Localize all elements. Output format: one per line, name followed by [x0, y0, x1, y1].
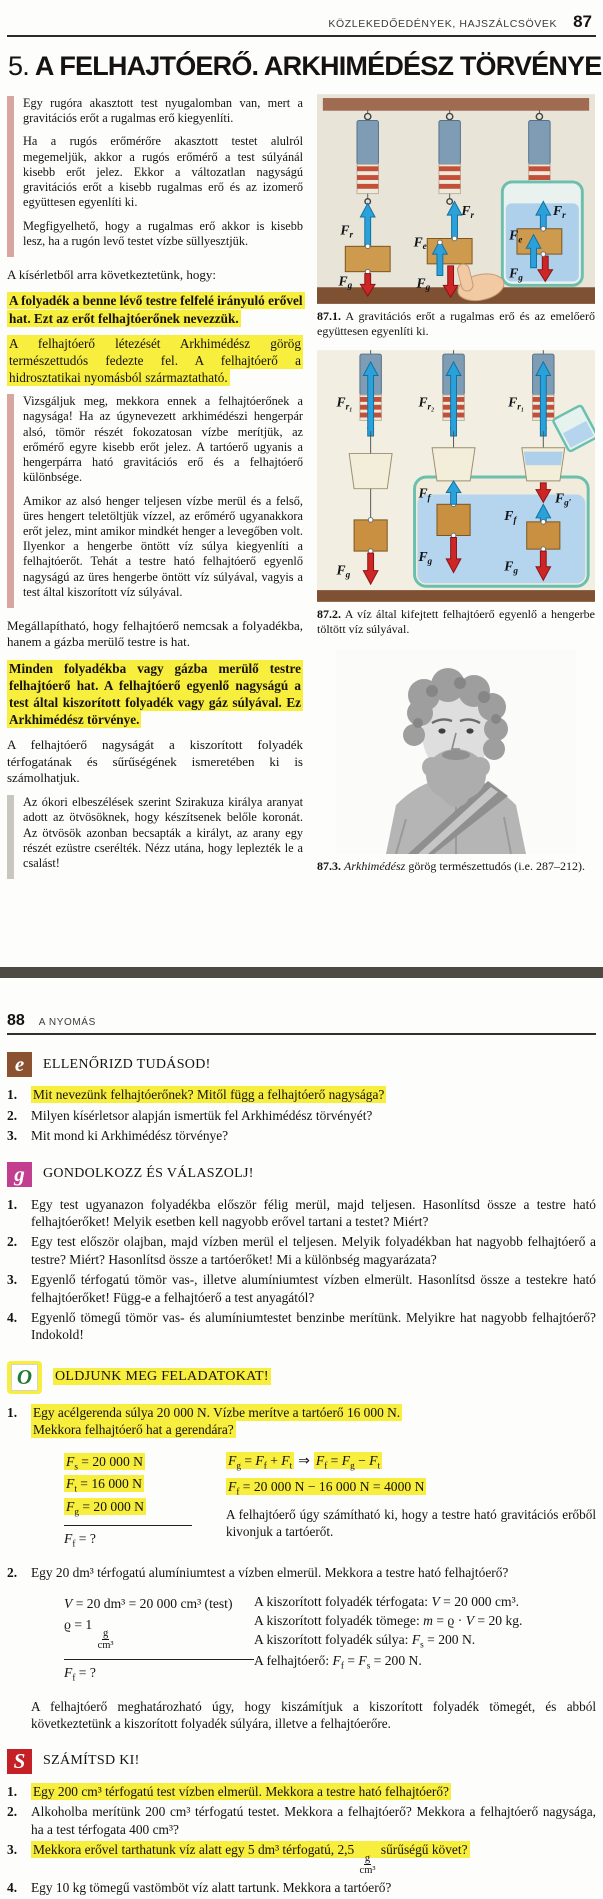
list-item [7, 1841, 596, 1876]
experiment-paragraph: Amikor az alsó henger teljesen vízbe merül és a felső, üres hengert teletöltjük vízzel, az erőmérő ugyanakkora erőt jelez, mint amikor mindkét henger a levegőben volt. Ilyenkor a hengerbe öntött víz súlya kiegyenlíti a felhajtóerőt. Tehát a testre ható felhajtóerő egyenlő nagyságú az üres hengerbe öntött víz súlyával, vagyis a test által kiszorított víz súlyával. [23, 493, 303, 599]
highlight-text: Mit nevezünk felhajtóerőnek? Mitől függ a felhajtóerő nagysága? [33, 1087, 385, 1103]
problem-statement [7, 1404, 596, 1439]
item-text: Alkoholba merítünk 200 cm³ térfogatú testet. Mekkora a felhajtóerő? Mekkora a felhajtóerő nagysága, ha a test térfogata 400 cm³? [31, 1804, 596, 1837]
item-text: Egy test ugyanazon folyadékba először félig merül, majd teljesen. Hasonlítsd össze a testre ható felhajtóerőket! Melyik esetben kell nagyobb erővel tartani a testet? Miért? [31, 1196, 596, 1229]
list-item [7, 1879, 596, 1896]
figure-87-1 [317, 94, 595, 338]
experiment-text [23, 96, 303, 257]
item-text: Egy test először olajban, majd vízben merül el teljesen. Melyik folyadékban hat nagyobb felhajtóerő a testre? Miért? Hasonlítsd össze a tartóerőket! Mi a különbség magyarázata? [31, 1234, 596, 1267]
conclusion-intro: A kísérletből arra következtetünk, hogy: [7, 267, 217, 283]
experiment-block-1 [7, 96, 303, 257]
highlight-text: Minden folyadékba vagy gázba merülő testre felhajtóerő hat. A felhajtóerő egyenlő nagyságú a test által kiszorított folyadék vagy gáz súlyával. Ez Arkhimédész törvénye. [9, 660, 301, 728]
force-label: $F_g$ [509, 265, 523, 284]
solution-line: A kiszorított folyadék tömege: m = ϱ · V = 20 kg. [254, 1613, 523, 1629]
figure-87-1-illustration [317, 94, 595, 304]
section-title [53, 1369, 271, 1385]
equation-row [226, 1479, 596, 1497]
given-row [64, 1596, 254, 1612]
highlight-text: Mekkora erővel tarthatunk víz alatt egy 5 dm³ térfogatú, 2,5 $\frac{g}{\text{cm³}}$ sűrűségű követ? [33, 1842, 468, 1876]
caption-text: görög természettudós (i.e. 287–212). [408, 858, 585, 873]
problem-question: Egy 20 dm³ térfogatú alumíniumtest a vízben elmerül. Mekkora a testre ható felhajtóerő? [31, 1564, 509, 1580]
solid-cylinder [437, 505, 470, 536]
force-label: $F_g$ [336, 562, 351, 581]
given-row [64, 1454, 226, 1472]
item-number: 2. [7, 1564, 18, 1580]
force-label: $F_g$ [338, 273, 353, 292]
figure-87-2 [317, 350, 595, 636]
equation: $F_g = F_f + F_t$ [228, 1452, 293, 1471]
given-row [64, 1499, 226, 1517]
spring-scale [439, 110, 460, 204]
highlight-text: A folyadék a benne lévő testre felfelé irányuló erővel hat. Ezt az erőt felhajtóerőnek nevezzük. [9, 293, 303, 326]
experiment-sidebar [7, 394, 14, 608]
list-item [7, 1196, 596, 1231]
question-line [31, 1404, 596, 1421]
experiment-paragraph: Vizsgáljuk meg, mekkora ennek a felhajtóerőnek a nagysága! Ha az úgynevezett arkhimédészi hengerpár alsó, tömör részét fokozatosan vízbe merítjük, az erőmérő egyre kisebb erőt jelez. A tartóerő ugyanis a hengerpárra ható gravitációs erő és a felhajtóerő különbsége. [23, 394, 303, 485]
archimedes-portrait [336, 649, 576, 854]
section-title: ELLENŐRIZD TUDÁSOD! [43, 1056, 211, 1072]
figure-87-2-caption [317, 607, 595, 636]
force-label: $F_g$ [418, 549, 433, 568]
calculate-section-icon: S [7, 1749, 32, 1774]
to-find-divider [64, 1525, 192, 1526]
poured-water [524, 452, 563, 466]
item-number: 4. [7, 1310, 18, 1326]
list-item [7, 1783, 596, 1800]
solution-column [254, 1591, 596, 1688]
item-number: 4. [7, 1880, 18, 1895]
section-check-knowledge [7, 1052, 596, 1077]
lesson-number: 5. [8, 51, 29, 81]
solid-cylinder [354, 520, 387, 551]
lesson-title: A FELHAJTÓERŐ. ARKHIMÉDÉSZ TÖRVÉNYE [34, 51, 602, 81]
given-formula: V = 20 dm³ = 20 000 cm³ (test) [64, 1596, 233, 1612]
highlight-text: Egy acélgerenda súlya 20 000 N. Vízbe merítve a tartóerő 16 000 N. [33, 1404, 401, 1420]
item-text: Milyen kísérletsor alapján ismertük fel Arkhimédész törvényét? [31, 1107, 373, 1123]
story-paragraph: Az ókori elbeszélések szerint Szirakuza királya aranyat adott az ötvösöknek, hogy készítsenek belőle koronát. Az ötvösök azonban becsapták a királyt, az arany egy részét ezüstre cserélték. Nézz utána, hogy leplezték le a csalást! [23, 795, 303, 870]
item-number: 1. [7, 1404, 18, 1420]
item-number: 1. [7, 1196, 18, 1212]
page-88-header [7, 1012, 596, 1035]
block [517, 229, 562, 254]
ceiling-bar [323, 98, 589, 111]
list-item [7, 1233, 596, 1268]
chapter-title: KÖZLEKEDŐEDÉNYEK, HAJSZÁLCSÖVEK [328, 18, 558, 30]
given-row [64, 1476, 226, 1494]
statement-paragraph: Megállapítható, hogy felhajtóerő nemcsak a folyadékba, hanem a gázba merülő testre is hat. [7, 618, 303, 650]
figure-87-1-caption [317, 309, 595, 338]
item-text [31, 1086, 596, 1103]
given-formula: ϱ = 1 $\frac{g}{\text{cm³}}$ [64, 1617, 114, 1651]
block [345, 246, 390, 271]
given-formula: $F_s = 20$ 000 N [66, 1453, 143, 1472]
item-text [31, 1783, 596, 1800]
item-number: 2. [7, 1107, 18, 1123]
figure-87-2-illustration [317, 350, 595, 602]
experiment-paragraph: Egy rugóra akasztott test nyugalomban van, mert a gravitációs erőt a rugalmas erő kiegyenlíti. [23, 96, 303, 126]
experiment-paragraph: Megfigyelhető, hogy a rugalmas erő akkor is kisebb lesz, ha a rugón levő testet vízbe süllyesztjük. [23, 218, 303, 248]
problem-question [31, 1404, 596, 1439]
equation-result: $F_f = 20$ 000 N − 16 000 N = 4000 N [228, 1479, 425, 1498]
list-item [7, 1271, 596, 1306]
problem-2 [7, 1564, 596, 1732]
page-number: 88 [7, 1012, 25, 1030]
section-think-answer [7, 1162, 596, 1187]
think-section-icon: g [7, 1162, 32, 1187]
lesson-heading [8, 51, 602, 82]
highlighted-definition [7, 292, 303, 326]
solution-column [226, 1449, 596, 1554]
given-formula: $F_g = 20$ 000 N [66, 1499, 144, 1517]
given-values [64, 1449, 226, 1554]
solution-line: A kiszorított folyadék súlya: $F_s = 200$ N. [254, 1632, 476, 1650]
caption-number: 87.3. [317, 858, 341, 873]
equation: $F_f = F_g - F_t$ [315, 1452, 381, 1471]
empty-cylinder [432, 448, 475, 481]
section-solve-problems [7, 1361, 596, 1394]
section-title: GONDOLKOZZ ÉS VÁLASZOLJ! [43, 1166, 254, 1181]
problem-statement [7, 1564, 596, 1581]
page-gap [0, 978, 603, 1012]
mustache [442, 750, 470, 760]
problem-work [64, 1591, 596, 1688]
unknown-formula: $F_f$ = ? [64, 1664, 96, 1683]
solution-explanation: A felhajtóerő úgy számítható ki, hogy a testre ható gravitációs erőből kivonjuk a tartóerőt. [226, 1507, 596, 1540]
page-87-header [7, 0, 596, 37]
implies-symbol: ⇒ [298, 1453, 310, 1469]
caption-number: 87.2. [317, 607, 341, 622]
two-column-layout [0, 94, 603, 889]
force-label: $F_{g'}$ [555, 490, 572, 509]
force-label: $F_f$ [418, 485, 431, 504]
list-item [7, 1107, 596, 1124]
caption-name: Arkhimédész [344, 858, 406, 873]
section-calculate [7, 1749, 596, 1774]
highlight-text: OLDJUNK MEG FELADATOKAT! [55, 1369, 269, 1385]
force-label: $F_e$ [413, 234, 427, 253]
unknown-formula: $F_f$ = ? [64, 1530, 96, 1549]
force-label: $F_r$ [340, 222, 354, 241]
item-text: Egy 10 kg tömegű vastömböt víz alatt tartunk. Mekkora a tartóerő? [31, 1880, 392, 1895]
solution-explanation: A felhajtóerő meghatározható úgy, hogy kiszámítjuk a kiszorított folyadék tömegét, és abból következtetünk a kiszorított folyadék súlyára, illetve a felhajtóerőre. [31, 1698, 596, 1731]
problem-work [64, 1449, 596, 1554]
item-number: 2. [7, 1804, 18, 1820]
caption-number: 87.1. [317, 309, 341, 323]
page-separator [0, 967, 603, 978]
item-number: 3. [7, 1842, 18, 1858]
chapter-title: A NYOMÁS [38, 1017, 96, 1029]
item-number: 2. [7, 1234, 18, 1250]
experiment-block-2 [7, 394, 303, 608]
force-label: $F_{r_1}$ [336, 394, 353, 413]
highlight-text: Egy 200 cm³ térfogatú test vízben elmerül. Mekkora a testre ható felhajtóerő? [33, 1783, 449, 1799]
given-row [64, 1617, 254, 1651]
experiment-sidebar [7, 96, 14, 257]
section-title: SZÁMÍTSD KI! [43, 1753, 140, 1769]
force-label: $F_{r_2}$ [418, 394, 435, 413]
highlighted-law [7, 660, 303, 729]
figure-87-3-caption [317, 859, 595, 874]
list-item [7, 1086, 596, 1103]
floor-bar [317, 287, 595, 304]
force-label: $F_g$ [416, 275, 431, 294]
item-number: 1. [7, 1783, 18, 1799]
page-number: 87 [573, 12, 592, 31]
story-text [23, 795, 303, 879]
solve-section-icon: O [11, 1364, 38, 1391]
story-block [7, 795, 303, 879]
check-section-icon: e [7, 1052, 32, 1077]
spring-scale [357, 110, 378, 204]
caption-text: A víz által kifejtett felhajtóerő egyenlő a hengerbe töltött víz súlyával. [317, 607, 595, 636]
item-text: Mit mond ki Arkhimédész törvénye? [31, 1128, 229, 1144]
list-item [7, 1803, 596, 1838]
story-sidebar [7, 795, 14, 879]
highlighted-history [7, 335, 303, 386]
highlight-text: A felhajtóerő létezését Arkhimédész görög természettudós fedezte fel. A felhajtóerő a hidrosztatikai nyomásból származtatható. [9, 335, 301, 385]
given-formula: $F_t = 16$ 000 N [66, 1476, 142, 1495]
experiment-text [23, 394, 303, 608]
item-number: 3. [7, 1128, 18, 1144]
experiment-paragraph: Ha a rugós erőmérőre akasztott testet alulról megemeljük, akkor a rugós erőmérő a test súlyánál kisebb erőt jelez. Ekkor a változatlan nagyságú gravitációs erőt a kisebb rugalmas erő és az izomerő együttesen egyenlíti ki. [23, 134, 303, 210]
force-label: $F_f$ [504, 508, 517, 527]
solid-cylinder [527, 522, 560, 549]
calculate-question-list [7, 1783, 596, 1897]
problem-1 [7, 1404, 596, 1554]
page-gap [0, 889, 603, 967]
page-88 [0, 1012, 603, 1896]
highlight-text: Mekkora felhajtóerő hat a gerendára? [33, 1422, 234, 1438]
item-number: 1. [7, 1087, 18, 1103]
page-87 [0, 0, 603, 889]
solution-line: A kiszorított folyadék térfogata: V = 20 000 cm³. [254, 1594, 520, 1610]
empty-cylinder [349, 454, 392, 489]
think-question-list [7, 1196, 596, 1344]
text-column [7, 94, 303, 889]
calc-note: A felhajtóerő nagyságát a kiszorított folyadék térfogatának és sűrűségének ismeretében ki is számolhatjuk. [7, 737, 303, 785]
unknown-row [64, 1665, 254, 1683]
question-line [31, 1421, 596, 1438]
solve-section-icon-highlight [7, 1361, 42, 1394]
force-label: $F_r$ [553, 203, 566, 222]
item-number: 3. [7, 1272, 18, 1288]
force-label: $F_e$ [509, 227, 523, 246]
item-text [31, 1841, 596, 1876]
list-item [7, 1309, 596, 1344]
force-label: $F_r$ [461, 203, 475, 222]
to-find-divider [64, 1659, 254, 1660]
force-label: $F_g$ [504, 558, 519, 577]
list-item [7, 1127, 596, 1144]
unknown-row [64, 1531, 226, 1549]
item-text: Egyenlő térfogatú tömör vas-, illetve alumíniumtest vízben elmerült. Hasonlítsd össze a testekre ható felhajtóerőket! Függ-e a felhajtóerő a test anyagától? [31, 1272, 596, 1305]
figure-column [317, 94, 595, 889]
caption-text: A gravitációs erőt a rugalmas erő és az emelőerő együttesen egyenlíti ki. [317, 309, 595, 338]
figure-87-3 [317, 649, 595, 874]
check-question-list [7, 1086, 596, 1144]
solution-line: A felhajtóerő: $F_f = F_s = 200$ N. [254, 1652, 422, 1671]
force-label: $F_{r_1}$ [508, 394, 525, 413]
item-text: Egyenlő tömegű tömör vas- és alumíniumtestet benzinbe merítünk. Melyikre hat nagyobb felhajtóerő? Indokold! [31, 1310, 596, 1343]
given-values [64, 1591, 254, 1688]
equation-row [226, 1453, 596, 1471]
floor-bar [317, 590, 595, 602]
